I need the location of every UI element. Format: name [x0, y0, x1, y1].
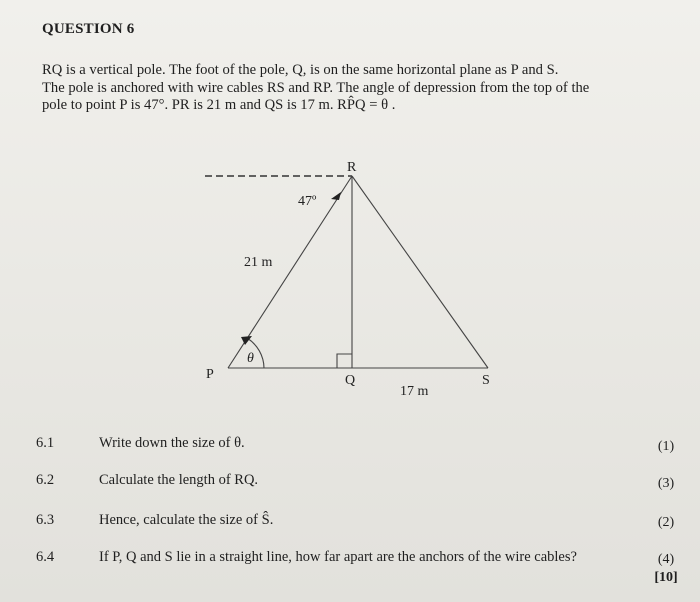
cable-rs [352, 176, 488, 368]
question-text: If P, Q and S lie in a straight line, how far apart are the anchors of the wire cables? [99, 549, 577, 565]
question-marks: (1) [657, 439, 675, 454]
label-angle-47: 47º [298, 194, 317, 209]
question-number: 6.3 [36, 512, 55, 528]
right-angle-marker [337, 354, 352, 368]
question-text: Calculate the length of RQ. [99, 472, 259, 488]
angle-arrow-icon [331, 192, 341, 200]
question-number: 6.4 [36, 549, 55, 565]
intro-line-1: RQ is a vertical pole. The foot of the pole, Q, is on the same horizontal plane as P and S. [42, 62, 559, 78]
label-q: Q [345, 373, 356, 388]
label-s: S [482, 373, 490, 388]
label-theta: θ [247, 351, 254, 366]
question-marks: (4) [657, 552, 675, 567]
question-marks: (2) [657, 515, 675, 530]
question-text: Write down the size of θ. [99, 435, 245, 451]
question-title: QUESTION 6 [42, 21, 135, 37]
label-pr-length: 21 m [244, 255, 273, 270]
question-marks: (3) [657, 476, 675, 491]
question-number: 6.2 [36, 472, 55, 488]
question-number: 6.1 [36, 435, 55, 451]
total-marks: [10] [654, 570, 678, 585]
label-p: P [206, 367, 214, 382]
question-text: Hence, calculate the size of Ŝ. [99, 512, 274, 528]
label-qs-length: 17 m [400, 384, 429, 399]
intro-line-3: pole to point P is 47°. PR is 21 m and QS is 17 m. RP̂Q = θ . [42, 97, 396, 113]
label-r: R [347, 160, 357, 175]
intro-line-2: The pole is anchored with wire cables RS and RP. The angle of depression from the top of the [42, 79, 590, 96]
